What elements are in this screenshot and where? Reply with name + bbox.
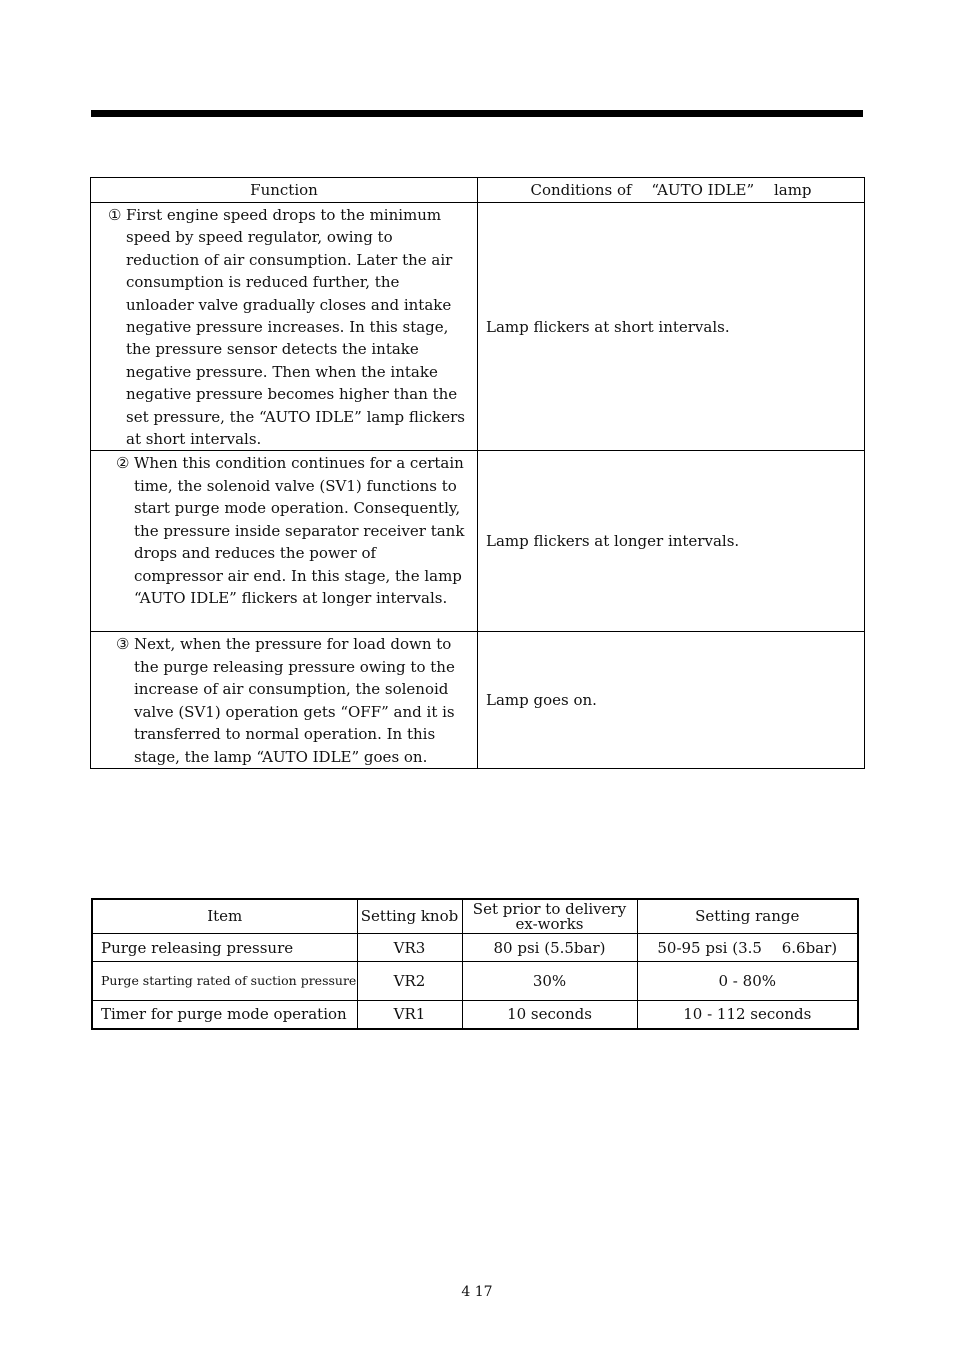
lamp-condition-cell: Lamp goes on. bbox=[478, 632, 865, 768]
function-item bbox=[101, 204, 467, 450]
knob-cell: VR1 bbox=[357, 1001, 462, 1029]
lamp-condition-cell: Lamp flickers at short intervals. bbox=[478, 203, 865, 451]
top-rule bbox=[91, 110, 863, 117]
function-text: When this condition continues for a certain time, the solenoid valve (SV1) functions to start purge mode operation. Consequently, the pressure inside separator receiver tank drops and reduces the power of compressor air end. In this stage, the lamp “AUTO IDLE” flickers at longer intervals. bbox=[134, 454, 465, 607]
range-cell: 0 - 80% bbox=[637, 962, 858, 1001]
function-item bbox=[101, 452, 467, 609]
knob-cell: VR3 bbox=[357, 934, 462, 962]
item-cell: Purge starting rated of suction pressure bbox=[92, 962, 357, 1001]
header-item: Item bbox=[92, 899, 357, 934]
range-cell: 10 - 112 seconds bbox=[637, 1001, 858, 1029]
knob-cell: VR2 bbox=[357, 962, 462, 1001]
function-cell bbox=[91, 632, 478, 768]
table-row bbox=[92, 1001, 858, 1029]
step-number: ② bbox=[116, 454, 130, 473]
factory-setting-cell: 80 psi (5.5bar) bbox=[462, 934, 637, 962]
item-cell: Timer for purge mode operation bbox=[92, 1001, 357, 1029]
item-cell: Purge releasing pressure bbox=[92, 934, 357, 962]
header-lamp-conditions: Conditions of “AUTO IDLE” lamp bbox=[478, 178, 865, 203]
function-text: Next, when the pressure for load down to the purge releasing pressure owing to the increase of air consumption, the solenoid valve (SV1) operation gets “OFF” and it is transferred to normal operation. In this stage, the lamp “AUTO IDLE” goes on. bbox=[134, 635, 455, 766]
step-number: ③ bbox=[116, 635, 130, 654]
auto-idle-function-table bbox=[90, 177, 865, 769]
header-factory-setting: Set prior to delivery ex-works bbox=[462, 899, 637, 934]
function-cell bbox=[91, 451, 478, 632]
header-function: Function bbox=[91, 178, 478, 203]
table-header-row bbox=[92, 899, 858, 934]
page-number: 4 17 bbox=[461, 1284, 493, 1300]
purge-setting-table bbox=[91, 898, 859, 1030]
function-text: First engine speed drops to the minimum speed by speed regulator, owing to reduction of air consumption. Later the air consumption is reduced further, the unloader valve gradually closes and intake negative pressure increases. In this stage, the pressure sensor detects the intake negative pressure. Then when the intake negative pressure becomes higher than the set pressure, the “AUTO IDLE” lamp flickers at short intervals. bbox=[126, 206, 465, 449]
header-setting-knob: Setting knob bbox=[357, 899, 462, 934]
factory-setting-cell: 10 seconds bbox=[462, 1001, 637, 1029]
function-item bbox=[101, 633, 467, 767]
range-cell: 50-95 psi (3.5 6.6bar) bbox=[637, 934, 858, 962]
factory-setting-cell: 30% bbox=[462, 962, 637, 1001]
table-row bbox=[91, 203, 865, 451]
table-row bbox=[92, 934, 858, 962]
table-header-row bbox=[91, 178, 865, 203]
table-row bbox=[91, 451, 865, 632]
table-row bbox=[92, 962, 858, 1001]
function-cell bbox=[91, 203, 478, 451]
header-setting-range: Setting range bbox=[637, 899, 858, 934]
lamp-condition-cell: Lamp flickers at longer intervals. bbox=[478, 451, 865, 632]
table-row bbox=[91, 632, 865, 768]
step-number: ① bbox=[108, 206, 122, 224]
